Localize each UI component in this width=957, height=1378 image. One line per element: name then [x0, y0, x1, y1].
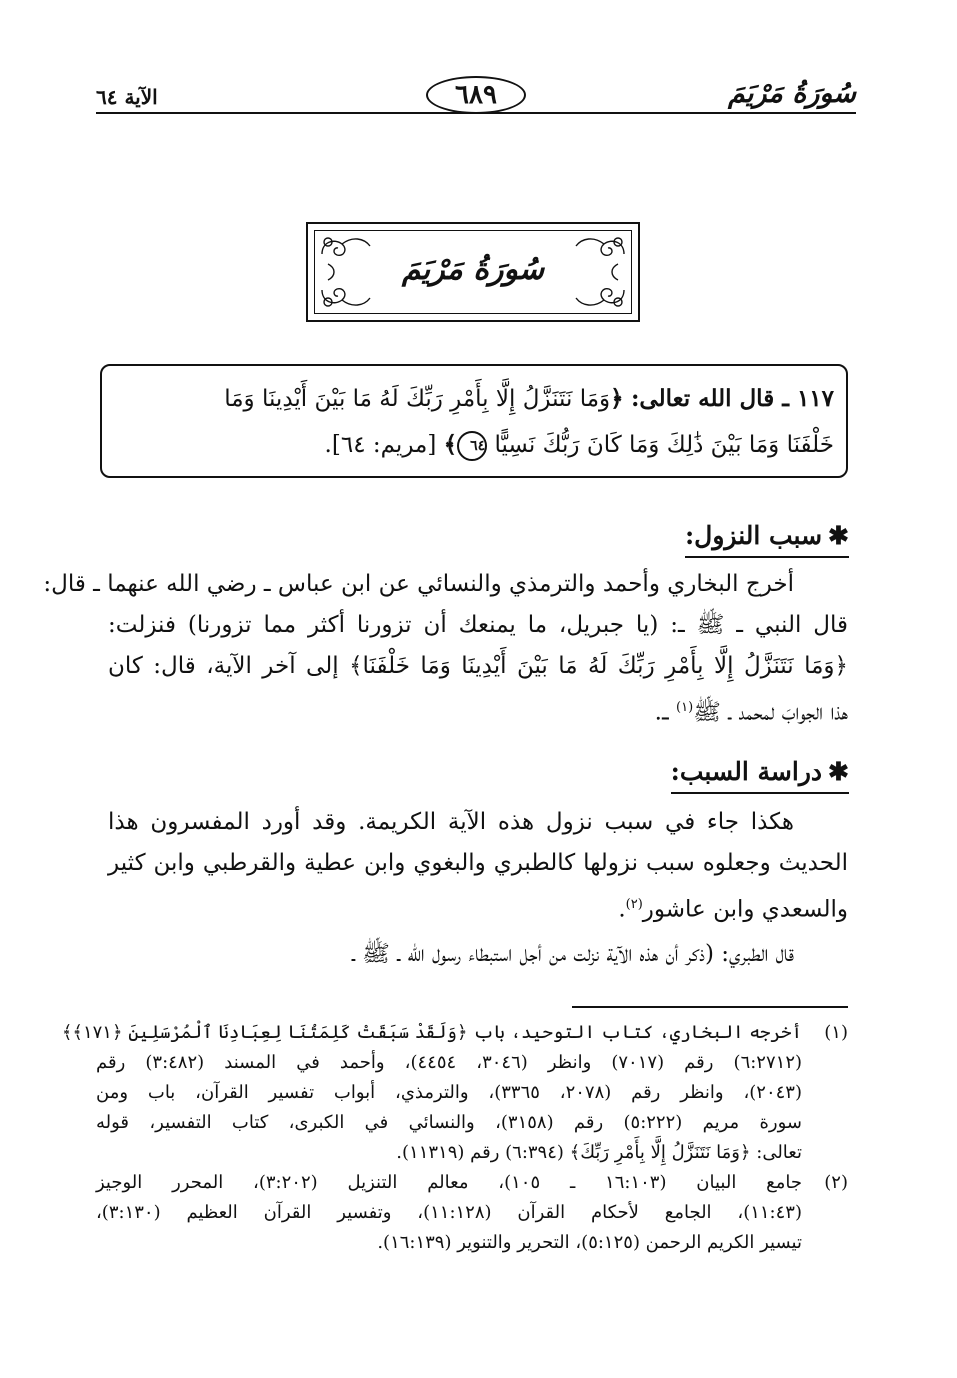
- header-verse-label: الآية ٦٤: [96, 85, 158, 109]
- study-line-3: [108, 884, 848, 931]
- asterisk-icon: ✱: [828, 757, 849, 786]
- footnote-2-line-1: جامع البيان (١٦:١٠٣ ـ ١٠٥)، معالم التنزيل (٣:٢٠٢)، المحرر الوجيز: [96, 1172, 802, 1193]
- cause-line-1: أخرج البخاري وأحمد والترمذي والنسائي عن ابن عباس ـ رضي الله عنهما ـ قال:: [43, 571, 794, 597]
- cause-line-4: [108, 687, 848, 734]
- footnote-1-number: (١): [824, 1022, 848, 1043]
- footnote-2-line-3: تيسير الكريم الرحمن (٥:١٢٥)، التحرير والتنوير (١٦:١٣٩).: [377, 1232, 802, 1253]
- cause-line-2: قال النبي ـ ﷺ ـ: (يا جبريل، ما يمنعك أن تزورنا أكثر مما تزورنا) فنزلت:: [108, 612, 848, 638]
- footnote-separator: [572, 1006, 848, 1008]
- footnote-ref-1[interactable]: (١): [676, 700, 694, 715]
- verse-text-2: خَلْفَنَا وَمَا بَيْنَ ذَٰلِكَ وَمَا كَانَ رَبُّكَ نَسِيًّا: [494, 432, 834, 458]
- verse-box: [100, 364, 848, 478]
- footnote-1: [61, 1018, 848, 1168]
- footnote-1-line-1: أخرجه البخاري، كتاب التوحيد، باب ﴿وَلَقَدْ سَبَقَتْ كَلِمَتُنَا لِعِبَادِنَا ٱلْمُرْسَلِينَ ﴿١٧١﴾﴾: [61, 1022, 802, 1043]
- cause-heading: [685, 518, 849, 558]
- verse-citation: [مريم: ٦٤].: [324, 432, 437, 458]
- header-surah-name: سُورَةُ مَرْيَمَ: [728, 78, 856, 109]
- asterisk-icon: ✱: [828, 521, 849, 550]
- surah-title-frame: [306, 222, 640, 322]
- header-rule: [96, 112, 856, 114]
- tabari-paragraph: [108, 934, 848, 975]
- study-line-3-end: .: [618, 896, 626, 923]
- cause-heading-text: سبب النزول:: [684, 521, 823, 550]
- study-heading: [671, 754, 849, 794]
- study-line-1: هكذا جاء في سبب نزول هذه الآية الكريمة. وقد أورد المفسرون هذا: [108, 809, 794, 835]
- surah-title: سُورَةُ مَرْيَمَ: [401, 252, 545, 287]
- footnotes: [61, 1018, 848, 1258]
- footnote-1-line-2: (٦:٢٧١٢) رقم (٧٠١٧) وانظر (٣٠٤٦، ٤٤٥٤)، وأحمد في المسند (٣:٤٨٢) رقم: [96, 1052, 803, 1073]
- cause-line-4-text: هذا الجوابَ لمحمد ـ ﷺ: [693, 699, 848, 726]
- footnote-1-line-4: سورة مريم (٥:٢٢٢) رقم (٣١٥٨)، والنسائي في الكبرى، كتاب التفسير، قوله: [96, 1112, 802, 1133]
- study-line-2: الحديث وجعلوه سبب نزولها كالطبري والبغوي وابن عطية والقرطبي وابن كثير: [108, 850, 848, 876]
- footnote-2: [96, 1168, 848, 1258]
- verse-open-bracket: ﴿: [610, 385, 624, 412]
- footnote-1-line-3: (٢٠٤٣)، وانظر رقم (٢٠٧٨، ٣٣٦٥)، والترمذي، أبواب تفسير القرآن، باب ومن: [96, 1082, 802, 1103]
- verse-text-1: وَمَا نَتَنَزَّلُ إِلَّا بِأَمْرِ رَبِّكَ لَهُ مَا بَيْنَ أَيْدِينَا وَمَا: [224, 386, 611, 412]
- footnote-1-line-5: تعالى: ﴿وَمَا نَتَنَزَّلُ إِلَّا بِأَمْرِ رَبِّكَ﴾ (٦:٣٩٤) رقم (١١٣١٩).: [396, 1142, 802, 1163]
- page-number: ٦٨٩: [426, 76, 526, 114]
- tabari-line: قال الطبري: (ذكر أن هذه الآية نزلت من أجل استبطاء رسول الله ـ ﷺ ـ: [352, 941, 794, 967]
- study-line-3-text: والسعدي وابن عاشور: [642, 896, 848, 923]
- footnote-2-number: (٢): [824, 1172, 848, 1193]
- verse-number-label: ١١٧ ـ قال الله تعالى:: [630, 385, 834, 412]
- verse-close-bracket: ﴾: [443, 431, 458, 458]
- verse-line-1: [114, 376, 834, 422]
- verse-line-2: [114, 422, 834, 468]
- study-heading-text: دراسة السبب:: [670, 757, 823, 786]
- footnote-ref-2[interactable]: (٢): [625, 897, 643, 912]
- cause-line-3: ﴿وَمَا نَتَنَزَّلُ إِلَّا بِأَمْرِ رَبِّكَ لَهُ مَا بَيْنَ أَيْدِينَا وَمَا خَلْفَنَا﴾ إلى آخر الآية، قال: كان: [108, 653, 848, 679]
- ayah-number-icon: ٦٤: [457, 431, 487, 461]
- cause-paragraph: [43, 564, 848, 734]
- study-paragraph: [108, 802, 848, 931]
- page-header: [96, 74, 856, 124]
- cause-line-4-end: ـ.: [654, 699, 677, 726]
- footnote-2-line-2: (١١:٤٣)، الجامع لأحكام القرآن (١١:١٢٨)، وتفسير القرآن العظيم (٣:١٣٠)،: [96, 1202, 802, 1223]
